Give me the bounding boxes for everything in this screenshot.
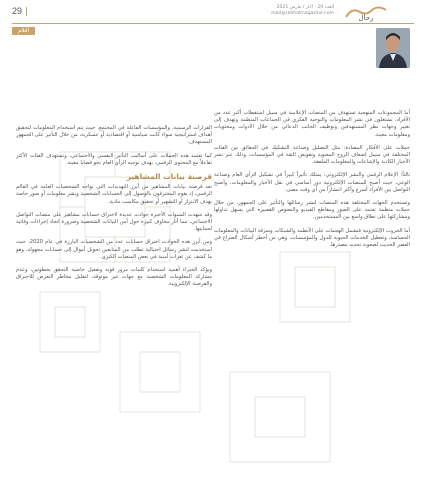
paragraph: كما تعتمد هذه الحملات على أساليب التأثير النفسي والاجتماعي، وتستهدف الفئات الأكثر تفاعلاً مع المحتوى الرقمي، بهدف توجيه الرأي العام نحو قضايا معينة. bbox=[16, 152, 212, 166]
paragraph: ومن أبرز هذه الحوادث اختراق حسابات عدد من الشخصيات البارزة في عام 2020، حيث استخدمت لنشر رسائل احتيالية تطلب من المتابعين تحويل أموال إلى حسابات مجهولة، وهو ما كشف عن ثغرات أمنية في بعض المنصات الكبرى. bbox=[16, 239, 212, 260]
page-header bbox=[0, 0, 426, 26]
page-number-divider bbox=[26, 7, 27, 16]
issue-info bbox=[271, 5, 334, 17]
section-subheading: قرصنة بيانات المشاهير bbox=[126, 172, 212, 182]
paragraph: تعد قرصنة بيانات المشاهير من أبرز التهديدات التي تواجه الشخصيات العامة في العالم الرقمي، إذ يقوم المخترقون بالوصول إلى الحسابات الشخصية ونشر معلومات أو صور خاصة بهدف الابتزاز أو التشهير أو تحقيق مكاسب مادية. bbox=[16, 184, 212, 205]
header-rule bbox=[12, 23, 414, 24]
page-number bbox=[12, 6, 27, 16]
issue-email: mail@rahhalmagazine.com bbox=[271, 11, 334, 16]
page-number-value: 29 bbox=[12, 6, 23, 16]
article-column-left bbox=[16, 125, 212, 295]
author-photo bbox=[376, 28, 410, 68]
paragraph: ويؤكد الخبراء أهمية استخدام كلمات مرور قوية وتفعيل خاصية التحقق بخطوتين، وعدم مشاركة المعلومات الشخصية مع جهات غير موثوقة، لتقليل مخاطر التعرض للاختراق والقرصنة الإلكترونية. bbox=[16, 267, 212, 288]
magazine-logo bbox=[342, 4, 390, 22]
paragraph: حملات على الأفكار المضادة: مثل التضليل وصناعة التشكيك في الحقائق بين الفئات المختلفة في سبيل إضعاف الروح المعنوية وتقويض الثقة في المؤسسات، وذلك عبر نشر الأخبار الكاذبة والإشاعات والمعلومات الملفقة. bbox=[214, 144, 410, 166]
article-column-right bbox=[214, 110, 410, 255]
logo-text: رحال bbox=[358, 14, 374, 22]
paragraph: القرارات الرسمية، والمؤسسات الفاعلة في المجتمع، حيث يتم استخدام المعلومات لتحقيق أهداف استراتيجية سواء كانت سياسية أو اقتصادية أو عسكرية، من خلال التأثير على الجمهور المستهدف. bbox=[16, 125, 212, 146]
paragraph: ثالثاً: الإعلام الرقمي والنشر الإلكتروني: يمتلك تأثيراً كبيراً في تشكيل الرأي العام وصناعة الوعي، حيث أصبح للمنصات الإلكترونية دور أساسي في نقل الأخبار والمعلومات، وأصبح التواصل بين الأفراد أسرع وأكثر انتشاراً من أي وقت مضى. bbox=[214, 172, 410, 193]
paragraph: وقد شهدت السنوات الأخيرة حوادث عديدة لاختراق حسابات مشاهير على منصات التواصل الاجتماعي، مما أثار مخاوف كبيرة حول أمن البيانات الشخصية وضرورة اتخاذ إجراءات وقائية لحمايتها. bbox=[16, 211, 212, 233]
issue-date: العدد 29 - آذار / مارس 2021 bbox=[276, 5, 334, 10]
paragraph: أما الحروب الإلكترونية فتشمل الهجمات على الأنظمة والشبكات وسرقة البيانات والمعلومات الحساسة، وتعطيل الخدمات الحيوية للدول والمؤسسات، وهي من أخطر أشكال الصراع في العصر الحديث لصعوبة تحديد مصدرها. bbox=[214, 227, 410, 249]
section-label: أقلام bbox=[12, 27, 35, 35]
paragraph: أما المجموعات المنهجية تستهدف من المنصات الإعلامية في سبيل استقطاب أكبر عدد من الأفراد. يشتغلون في نشر المعلومات والتوجيه الفكري في الجماعات المنظمة وتهدف إلى تغيير وجهات نظر المستهدفين وتوظيف الجانب الدعائي من خلال الأدوات ومحتويات ومعلومات معينة. bbox=[214, 110, 410, 138]
paragraph: وتستخدم الجهات المختلفة هذه المنصات لنشر رسائلها والتأثير على الجمهور، من خلال حملات منظمة تعتمد على الصور ومقاطع الفيديو والنصوص القصيرة التي يسهل تداولها ومشاركتها على نطاق واسع بين المستخدمين. bbox=[214, 200, 410, 221]
